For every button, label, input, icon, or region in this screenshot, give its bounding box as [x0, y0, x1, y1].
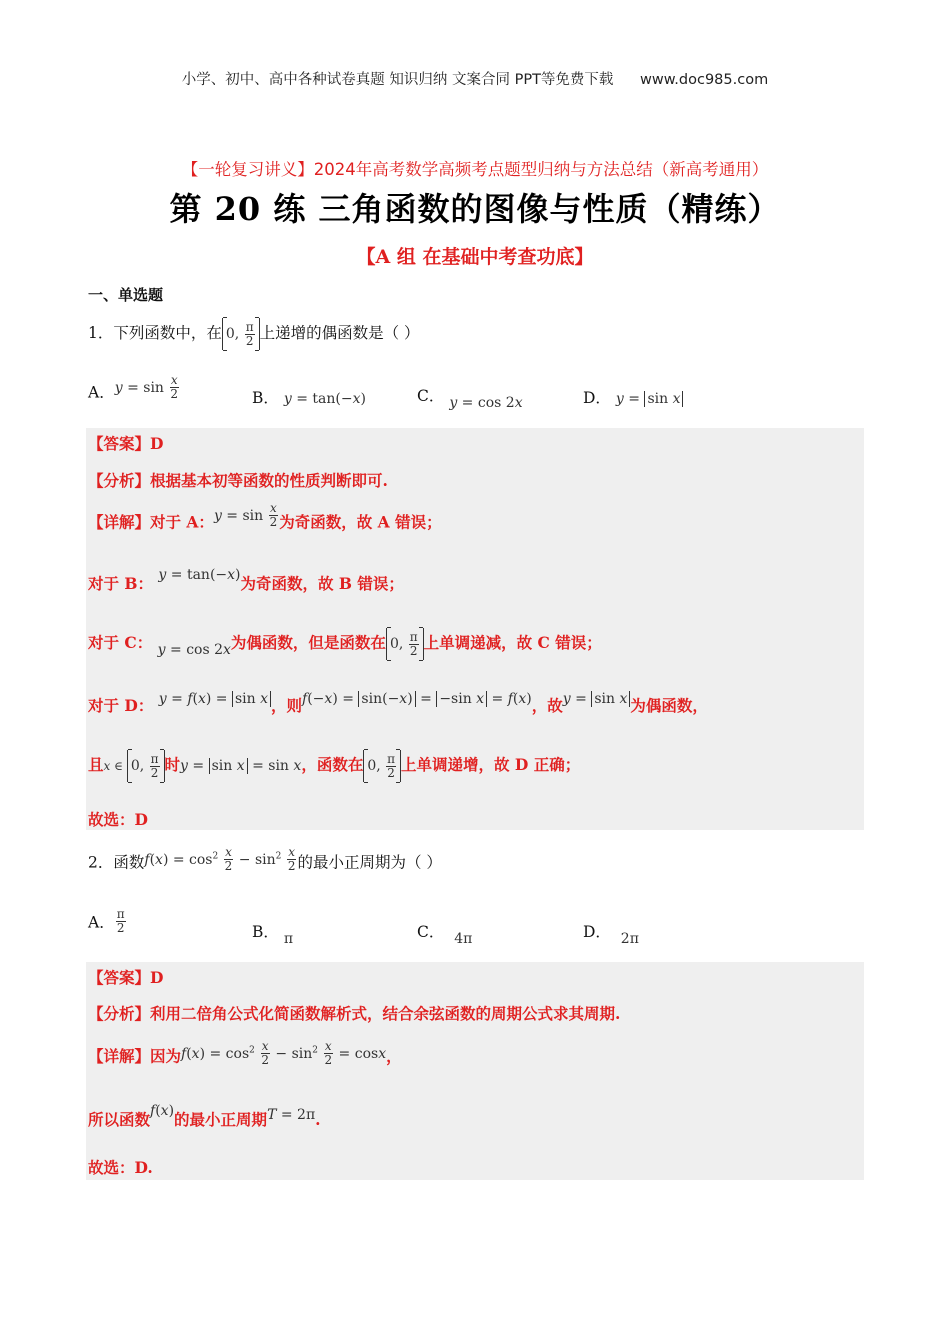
q1-answer: 【答案】D	[88, 434, 164, 453]
option-letter: B．	[252, 923, 279, 941]
option-letter: C．	[417, 923, 445, 941]
detail-text: 且	[88, 755, 104, 774]
q1-choose: 故选：D	[88, 810, 148, 829]
detail-text: 上单调递增，故 D 正确；	[401, 755, 581, 774]
detail-text: 对于 C：	[88, 633, 153, 652]
interval-math: 0, $\frac{\pi}{2}$	[127, 750, 165, 782]
q1-option-d: D． y = sin x	[583, 386, 683, 408]
detail-text: 所以函数	[88, 1110, 151, 1129]
q2-stem-start: 2．函数	[88, 853, 145, 872]
q2-answer: 【答案】D	[88, 968, 164, 987]
option-letter: A．	[88, 383, 115, 402]
detail-text: 【详解】对于 A：	[88, 512, 214, 532]
detail-text: 为偶函数，但是函数在	[230, 633, 386, 652]
q2-analysis: 【分析】利用二倍角公式化简函数解析式，结合余弦函数的周期公式求其周期.	[88, 1004, 621, 1023]
q2-detail: 【详解】因为$f(x) = \cos^2$ $\frac{x}{2}$ − $\sin^2$ $\frac{x}{2}$ = cosx，	[88, 1039, 402, 1067]
detail-text: 时	[164, 755, 181, 774]
series-title: 【一轮复习讲义】2024年高考数学高频考点题型归纳与方法总结（新高考通用）	[181, 160, 769, 179]
option-letter: A．	[88, 913, 115, 932]
q1-stem-start: 1．下列函数中，在	[88, 324, 222, 342]
site-url[interactable]: www.doc985.com	[640, 72, 769, 88]
banner-text: 小学、初中、高中各种试卷真题 知识归纳 文案合同 PPT等免费下载	[181, 72, 614, 88]
detail-text: ，函数在	[301, 755, 364, 774]
section-heading: 一、单选题	[88, 286, 164, 304]
option-letter: D．	[583, 389, 611, 407]
q1-stem-end: 上递增的偶函数是（ ）	[259, 324, 420, 342]
detail-text: 为奇函数，故 B 错误；	[240, 574, 404, 593]
detail-text: 对于 B：	[88, 574, 153, 593]
q1-option-c: C． y = cos 2x	[417, 387, 523, 411]
q2-option-a: A． $\frac{\pi}{2}$	[88, 907, 125, 935]
q1-detail-e: 且x ∈ 0, $\frac{\pi}{2}$ 时y = sin x = sin x，函数在 0, $\frac{\pi}{2}$ 上单调递增，故 D 正确；	[88, 750, 580, 782]
detail-text: 的最小正周期	[174, 1110, 268, 1129]
q2-option-b: B． π	[252, 923, 294, 947]
q1-detail-d: 对于 D： y = f(x) = sin x ，则f(−x) = sin(−x) = −sin x = f(x)，故y = sin x 为偶函数，	[88, 691, 708, 715]
page-title: 第 20 练 三角函数的图像与性质（精练）	[169, 190, 781, 228]
question-2: 2．函数$f(x) = \cos^2$ $\frac{x}{2}$ − $\sin^2$ $\frac{x}{2}$ 的最小正周期为（ ）	[88, 845, 442, 873]
question-1	[88, 318, 420, 350]
detail-text: 【详解】因为	[88, 1046, 182, 1066]
q1-answer-box	[86, 428, 864, 830]
detail-text: ，则	[271, 696, 303, 715]
q2-answer-box	[86, 962, 864, 1180]
q1-detail-a: 【详解】对于 A：y = sin $\frac{x}{2}$ 为奇函数，故 A 错误；	[88, 501, 442, 532]
q1-detail-b: 对于 B： y = tan(−x)为奇函数，故 B 错误；	[88, 567, 404, 593]
detail-text: 对于 D：	[88, 696, 154, 715]
site-banner	[0, 68, 950, 89]
q1-option-b: B． y = tan(−x)	[252, 389, 366, 407]
interval-math: 0, $\frac{\pi}{2}$	[363, 750, 401, 782]
detail-text: .	[315, 1110, 321, 1129]
detail-text: ，	[386, 1046, 402, 1066]
q1-analysis: 【分析】根据基本初等函数的性质判断即可.	[88, 471, 388, 490]
group-heading: 【A 组 在基础中考查功底】	[356, 246, 594, 268]
option-letter: D．	[583, 923, 611, 941]
q1-option-a: A．y = sin $\frac{x}{2}$	[88, 373, 179, 402]
detail-text: ，故	[531, 696, 563, 715]
q2-option-d: D． 2π	[583, 923, 639, 947]
q2-stem-end: 的最小正周期为（ ）	[297, 853, 442, 872]
q2-period: 所以函数f(x)的最小正周期T = 2π.	[88, 1103, 321, 1129]
option-letter: C．	[417, 387, 445, 405]
option-letter: B．	[252, 389, 279, 407]
detail-text: 为偶函数，	[630, 696, 708, 715]
q1-detail-c: 对于 C： y = cos 2x为偶函数，但是函数在 0, $\frac{\pi}{2}$ 上单调递减，故 C 错误；	[88, 629, 602, 658]
interval-math: 0, $\frac{\pi}{2}$	[386, 628, 424, 660]
detail-text: 为奇函数，故 A 错误；	[279, 512, 442, 532]
q2-choose: 故选：D.	[88, 1158, 153, 1177]
detail-text: 上单调递减，故 C 错误；	[423, 633, 602, 652]
interval-math: 0, $\frac{\pi}{2}$	[222, 318, 260, 350]
q2-option-c: C． 4π	[417, 923, 473, 947]
